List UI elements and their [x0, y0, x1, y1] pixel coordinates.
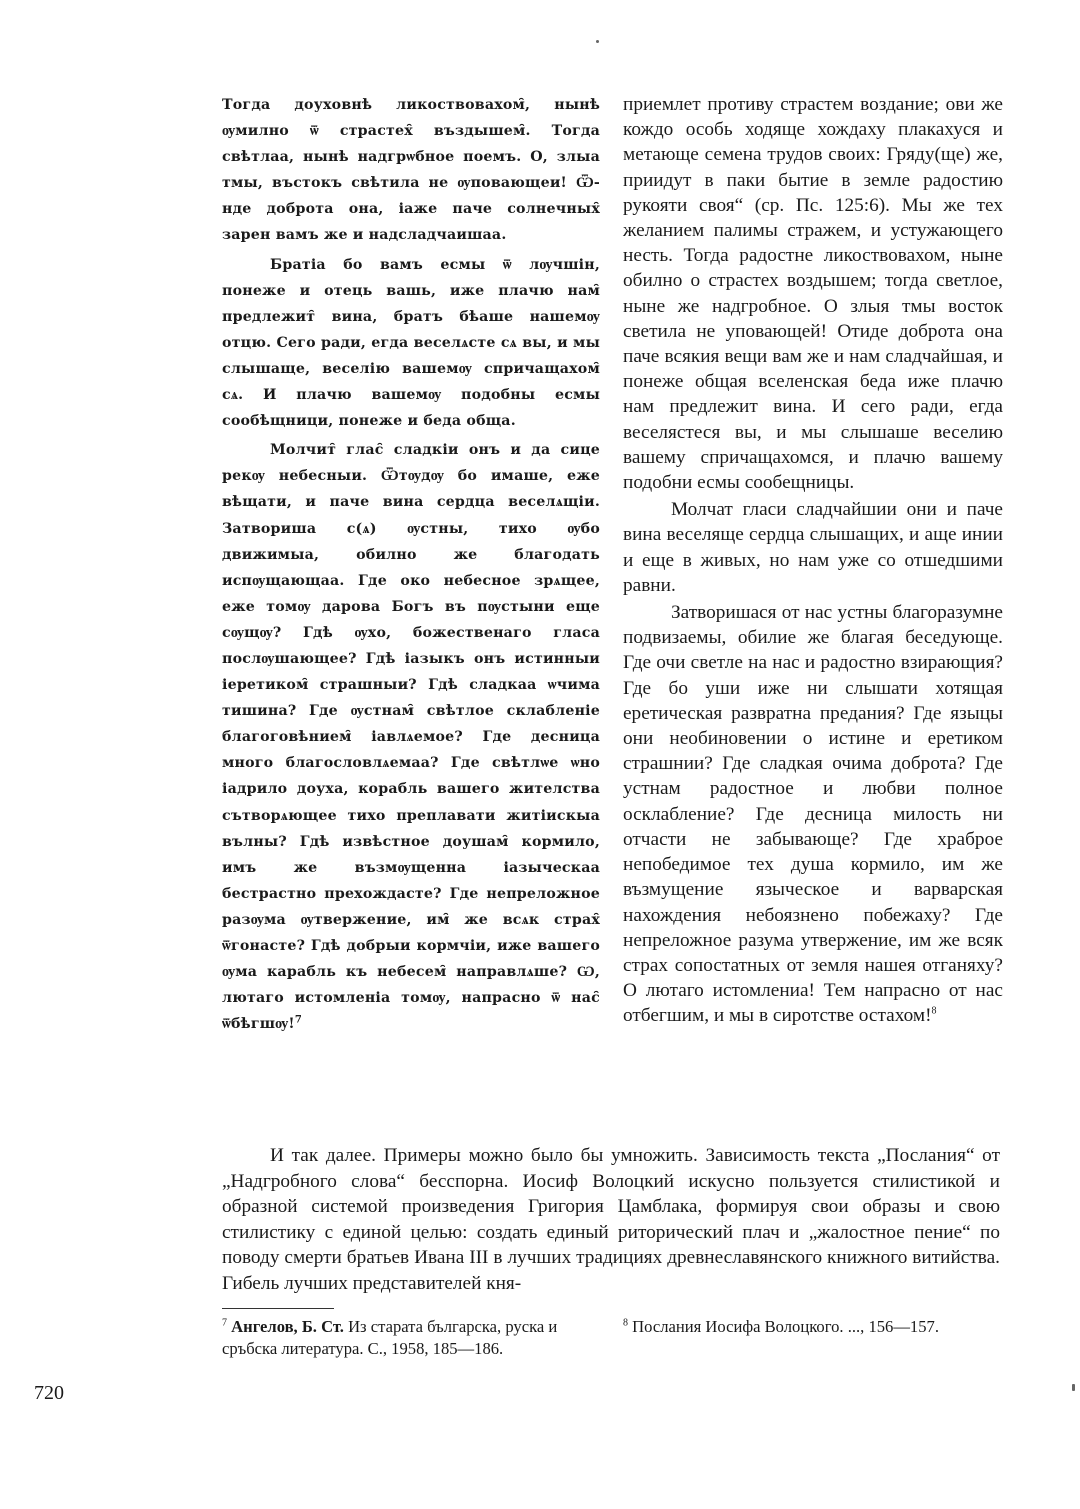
scan-edge-mark [1072, 1384, 1075, 1391]
slavonic-paragraph-3-text: Молчит̑ глас̑ сладкіи онъ и да сице рекѹ небесныи. Ѿтѹдѹ бо имаше, еже вѣщати, и паче вина сердца веселѧщіи. Затвориша с(ѧ) ѹстны, тихо ѹбо движимыа, обилно же благодать испѹщающаа. Где око небесное зрѧщее, еже томѹ дарова Богъ въ пѹстыни еще сѹщѹ? Гдѣ ѹхо, божественаго гласа послѹшающее? Гдѣ іазыкъ онъ истинныи іеретиком̑ страшныи? Гдѣ сладкаа ѡчима тишина? Где ѹстнам̑ свѣтлое склабленіе благоговѣнием̑ іавлѧемое? Где десница много благословлѧемаа? Где свѣтлѡе ѡно іадрило доуха, корабль вашего жителства сътворѧющее тихо преплавати житіискыа вълны? Гдѣ извѣстное доушам̑ кормило, имъ же възмѹщенна іазыческаа бестрастно прехождасте? Где непреложное разѹма ѹтвержение, им̑ же всѧк страх̑ ѿгонасте? Гдѣ добрыи кормчіи, иже вашего ѹма карабль къ небесем̑ направлѧше? Ѡ, лютаго истомленіа томѹ, напрасно ѿ нас̑ ѿбѣгшѹ! [222, 442, 600, 1033]
footnote-divider [222, 1308, 334, 1309]
scan-speck [596, 40, 599, 43]
footnote-8-number: 8 [623, 1317, 628, 1329]
slavonic-paragraph-1: Тогда доуховнѣ ликоствовахом̑, нынѣ ѹмилно ѿ страстех̑ въздышем̑. Тогда свѣтлаа, нынѣ надгрѡбное поемъ. О, злыа тмы, въстокъ свѣтила не ѹповающеи! Ѿ-нде доброта она, іаже паче солнечных̑ зарен вамъ же и надсладчаишаа. [222, 97, 600, 244]
page-number: 720 [34, 1382, 64, 1404]
footnote-7-author: Ангелов, Б. Ст. [231, 1317, 344, 1336]
slavonic-paragraph-2: Братіа бо вамъ есмы ѿ лѹчшін, понеже и отець вашь, иже плачю нам̑ предлежит̑ вина, братъ бѣаше нашемѹ отцю. Сего ради, егда веселѧсте сѧ вы, и мы слышаще, веселію вашемѹ спричащахом̑ сѧ. И плачю вашемѹ подобны есмы сообѣщници, понеже и беда обща. [222, 256, 600, 430]
translation-paragraph-3 [623, 600, 1003, 1028]
footnote-7-text: Из старата българска, руска и сръбска литература. С., 1958, 185—186. [222, 1317, 558, 1358]
translation-paragraph-3-text: Затворишася от нас устны благоразумне подвизаемы, обилие же благая беседующе. Где очи светле на нас и радостно взирающия? Где бо уши иже ни слышати хотящая еретическая развратна предания? Где языцы они необиновении о истине и еретиком страшнии? Где сладкая очима доброта? Где устнам радостное и любви полное осклабление? Где десница милость ни отчасти не забывающе? Где храброе непобедимое тех душа кормило, им же възмущение языческое и варварская нахождения небоязнено побежаху? Где непреложное разума утвержение, им же всяк страх сопостатных от земля нашея отганяху? О лютаго истомлениа! Тем напрасно от нас отбегшим, и мы в сиротстве остахом! [623, 602, 1003, 1027]
footnote-8 [623, 1316, 1003, 1338]
modern-translation-column [623, 92, 1003, 1029]
translation-paragraph-2: Молчат гласи сладчайшии они и паче вина веселяще сердца слышащих, и аще инии и еще в живых, но нам уже со отшедшими равни. [623, 499, 1003, 596]
footnote-ref-7: 7 [294, 1014, 303, 1026]
footnote-7-number: 7 [222, 1317, 227, 1329]
main-body-text [222, 1143, 1000, 1296]
slavonic-paragraph-3 [222, 437, 600, 1037]
footnote-8-text: Послания Иосифа Волоцкого. ..., 156—157. [628, 1317, 939, 1336]
footnote-7 [222, 1316, 600, 1360]
translation-paragraph-1: приемлет противу страстем воздание; ови же кождо особь ходяще хождаху плакахуся и метающе семена трудов своих: Гряду(ще) же, приидут в паки бытие в земле радостию рукояти своя“ (ср. Пс. 125:6). Мы же тех желанием палимы стражем, и устужающего несть. Тогда радостне ликоствовахом, ныне обилно о страстех воздышем; тогда светлое, ныне же надгробное. О злыя тмы восток светила не уповающей! Отиде доброта она паче всякия вещи вам же и нам сладчайшая, и понеже общая вселенская беда иже плачю нам предлежит вина. И сего ради, егда веселястеся вы, и мы слышаше веселию вашему спричащахомся, и плачю вашему подобни есмы сообещницы. [623, 94, 1003, 494]
body-paragraph: И так далее. Примеры можно было бы умножить. Зависимость текста „Послания“ от „Надгробного слова“ бесспорна. Иосиф Волоцкий искусно пользуется стилистикой и образной системой произведения Григория Цамблака, формируя свои образы и свою стилистику с единой целью: создать единый риторический плач и „жалостное пение“ по поводу смерти братьев Ивана III в лучших традициях древнеславянского книжного витийства. Гибель лучших представителей кня- [222, 1145, 1000, 1294]
church-slavonic-column [222, 92, 600, 1037]
footnote-ref-8: 8 [931, 1005, 937, 1017]
